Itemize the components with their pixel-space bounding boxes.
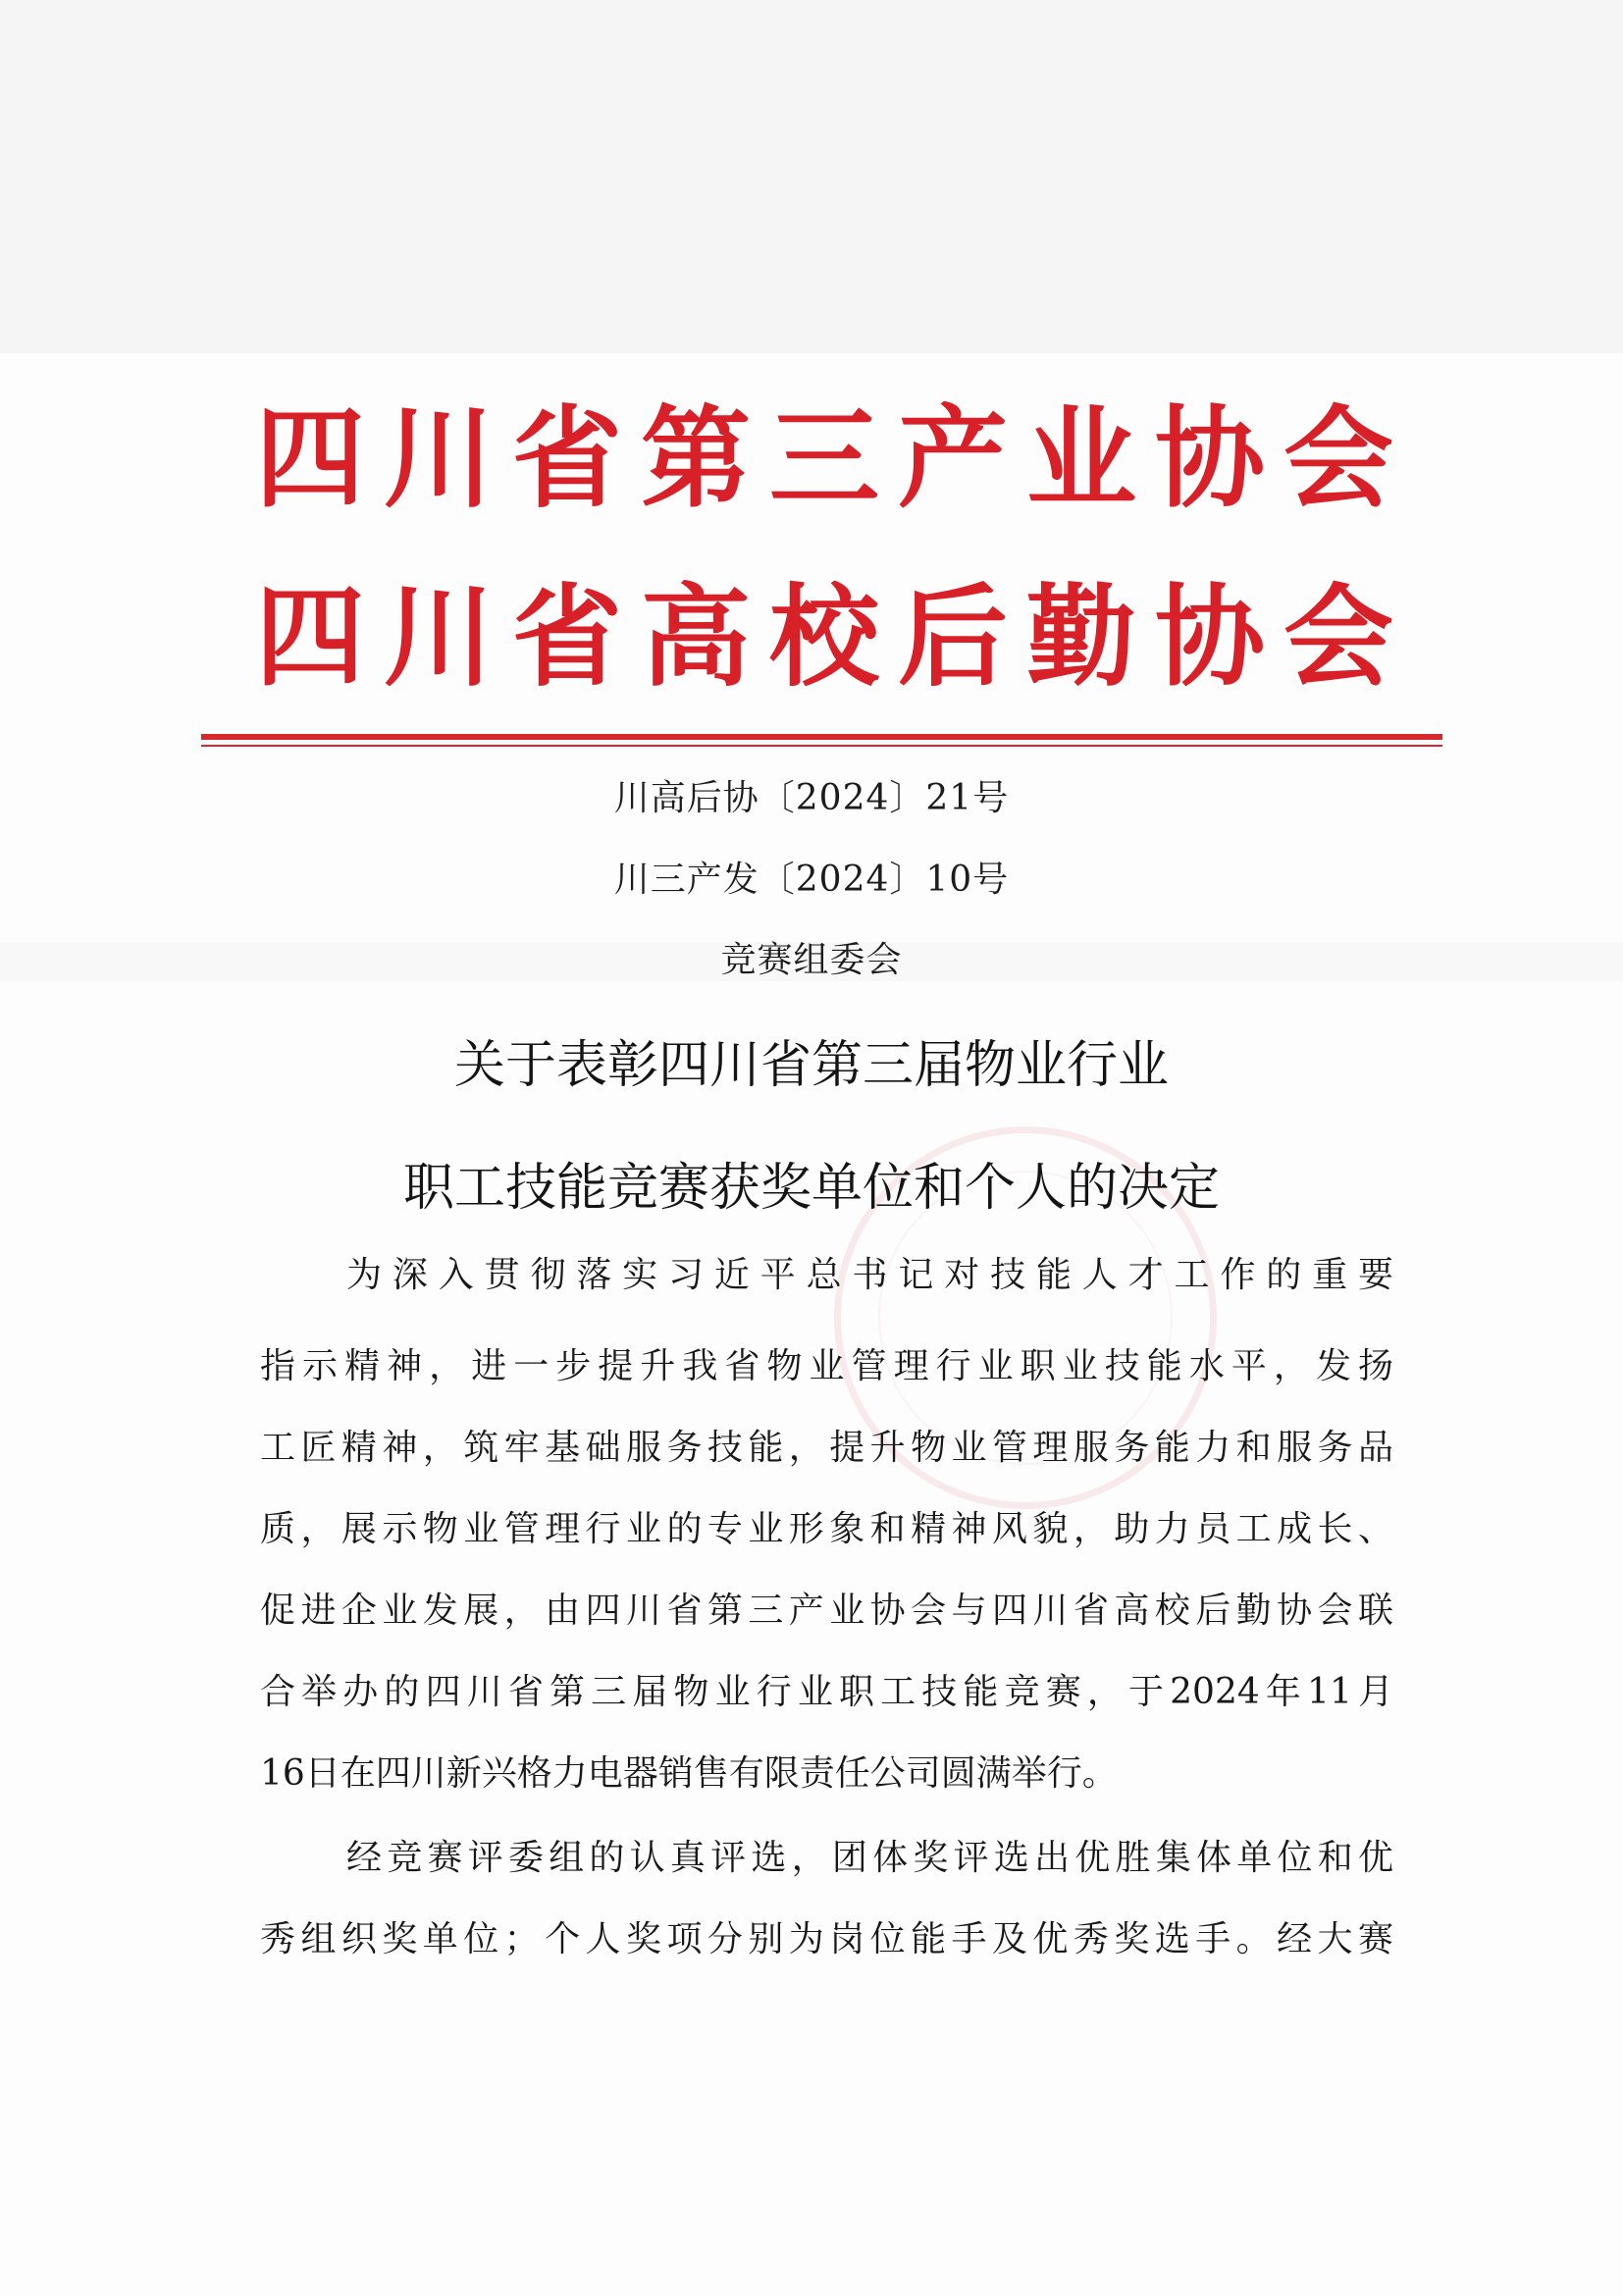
body-p1-line-5: 促进企业发展，由四川省第三产业协会与四川省高校后勤协会联 <box>260 1591 1393 1631</box>
body-p1-line-4: 质，展示物业管理行业的专业形象和精神风貌，助力员工成长、 <box>260 1509 1393 1549</box>
body-p1-line-3: 工匠精神，筑牢基础服务技能，提升物业管理服务能力和服务品 <box>260 1428 1393 1468</box>
org-header-1: 四川省第三产业协会 <box>255 394 1393 523</box>
doc-number-1: 川高后协〔2024〕21号 <box>613 778 1010 818</box>
red-divider-thin <box>201 745 1442 747</box>
scan-shade-top <box>0 0 1623 353</box>
issuer-committee: 竞赛组委会 <box>720 940 903 980</box>
body-p2-line-2: 秀组织奖单位；个人奖项分别为岗位能手及优秀奖选手。经大赛 <box>260 1919 1393 1959</box>
body-p1-line-6: 合举办的四川省第三届物业行业职工技能竞赛，于2024年11月 <box>260 1672 1393 1712</box>
body-p1-line-1: 为深入贯彻落实习近平总书记对技能人才工作的重要 <box>346 1255 1393 1295</box>
body-p1-line-2: 指示精神，进一步提升我省物业管理行业职业技能水平，发扬 <box>260 1346 1393 1386</box>
org-header-2: 四川省高校后勤协会 <box>255 573 1393 702</box>
doc-title-line-2: 职工技能竞赛获奖单位和个人的决定 <box>402 1159 1220 1218</box>
body-p2-line-1: 经竞赛评委组的认真评选，团体奖评选出优胜集体单位和优 <box>346 1838 1393 1878</box>
red-divider-thick <box>201 734 1442 740</box>
body-p1-line-7: 16日在四川新兴格力电器销售有限责任公司圆满举行。 <box>260 1753 1118 1794</box>
doc-number-2: 川三产发〔2024〕10号 <box>613 860 1010 900</box>
doc-title-line-1: 关于表彰四川省第三届物业行业 <box>453 1036 1169 1095</box>
